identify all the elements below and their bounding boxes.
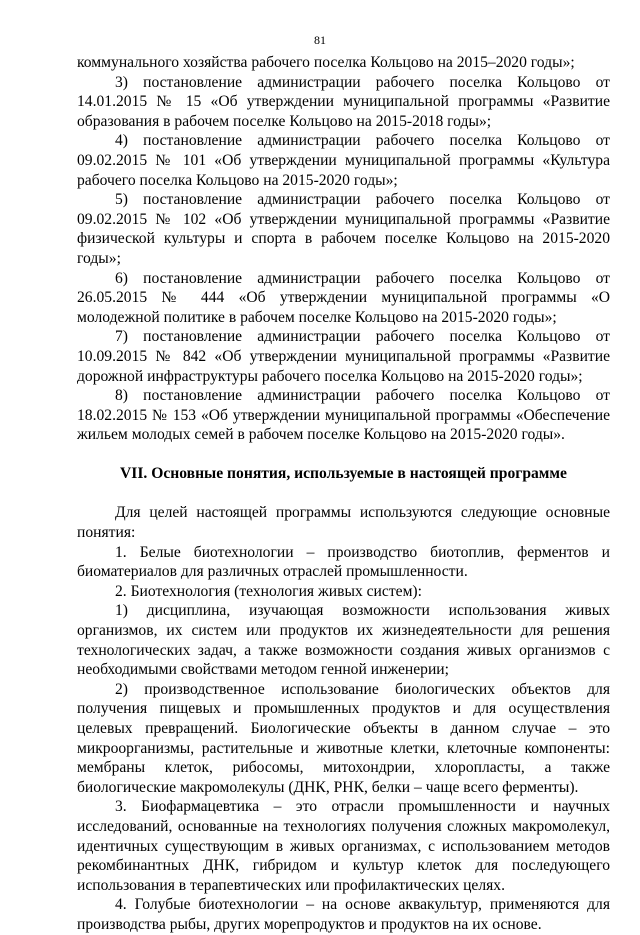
definition-biotech-2: 2) производственное использование биологических объектов для получения пищевых и промышленных продуктов и для осуществления целевых превращений. Биологические объекты в данном случае – это микроорганизмы, растительные и животные клетки, клеточные компоненты: мембраны клеток, рибосомы, митохондрии, хлоропласты, а также биологические макромолекулы (ДНК, РНК, белки – чаще всего ферменты). bbox=[77, 680, 610, 796]
definition-white-biotech: 1. Белые биотехнологии – производство биотоплив, ферментов и биоматериалов для различных отраслей промышленности. bbox=[77, 543, 610, 581]
definition-biotech-1: 1) дисциплина, изучающая возможности использования живых организмов, их систем или продуктов их жизнедеятельности для решения технологических задач, а также возможности создания живых организмов с необходимыми свойствами методом генной инженерии; bbox=[77, 602, 610, 679]
list-item-6: 6) постановление администрации рабочего поселка Кольцово от 26.05.2015 № 444 «Об утверждении муниципальной программы «О молодежной политике в рабочем поселке Кольцово на 2015-2020 годы»; bbox=[77, 269, 610, 326]
intro-paragraph: Для целей настоящей программы используются следующие основные понятия: bbox=[77, 504, 610, 542]
list-item-4: 4) постановление администрации рабочего поселка Кольцово от 09.02.2015 № 101 «Об утверждении муниципальной программы «Культура рабочего поселка Кольцово на 2015-2020 годы»; bbox=[77, 132, 610, 189]
document-body bbox=[77, 53, 610, 935]
list-item-5: 5) постановление администрации рабочего поселка Кольцово от 09.02.2015 № 102 «Об утверждении муниципальной программы «Развитие физической культуры и спорта в рабочем поселке Кольцово на 2015-2020 годы»; bbox=[77, 191, 610, 267]
list-item-8: 8) постановление администрации рабочего поселка Кольцово от 18.02.2015 № 153 «Об утверждении муниципальной программы «Обеспечение жильем молодых семей в рабочем поселке Кольцово на 2015-2020 годы». bbox=[77, 387, 610, 444]
definition-biotech-title: 2. Биотехнология (технология живых систем): bbox=[115, 582, 422, 600]
list-item-3: 3) постановление администрации рабочего поселка Кольцово от 14.01.2015 № 15 «Об утверждении муниципальной программы «Развитие образования в рабочем поселке Кольцово на 2015-2018 годы»; bbox=[77, 73, 610, 130]
list-item-7: 7) постановление администрации рабочего поселка Кольцово от 10.09.2015 № 842 «Об утверждении муниципальной программы «Развитие дорожной инфраструктуры рабочего поселка Кольцово на 2015-2020 годы»; bbox=[77, 328, 610, 385]
definition-blue-biotech: 4. Голубые биотехнологии – на основе аквакультур, применяются для производства рыбы, других морепродуктов и продуктов на их основе. bbox=[77, 896, 610, 933]
section-heading: VII. Основные понятия, используемые в настоящей программе bbox=[120, 464, 567, 482]
page-number: 81 bbox=[314, 33, 326, 47]
list-continuation-line: коммунального хозяйства рабочего поселка Кольцово на 2015–2020 годы»; bbox=[77, 54, 575, 71]
definition-biopharma: 3. Биофармацевтика – это отрасли промышленности и научных исследований, основанные на технологиях получения сложных макромолекул, идентичных существующим в живых организмах, с использованием методов рекомбинантных ДНК, гибридом и культур клеток для последующего использования в терапевтических или профилактических целях. bbox=[77, 798, 610, 894]
